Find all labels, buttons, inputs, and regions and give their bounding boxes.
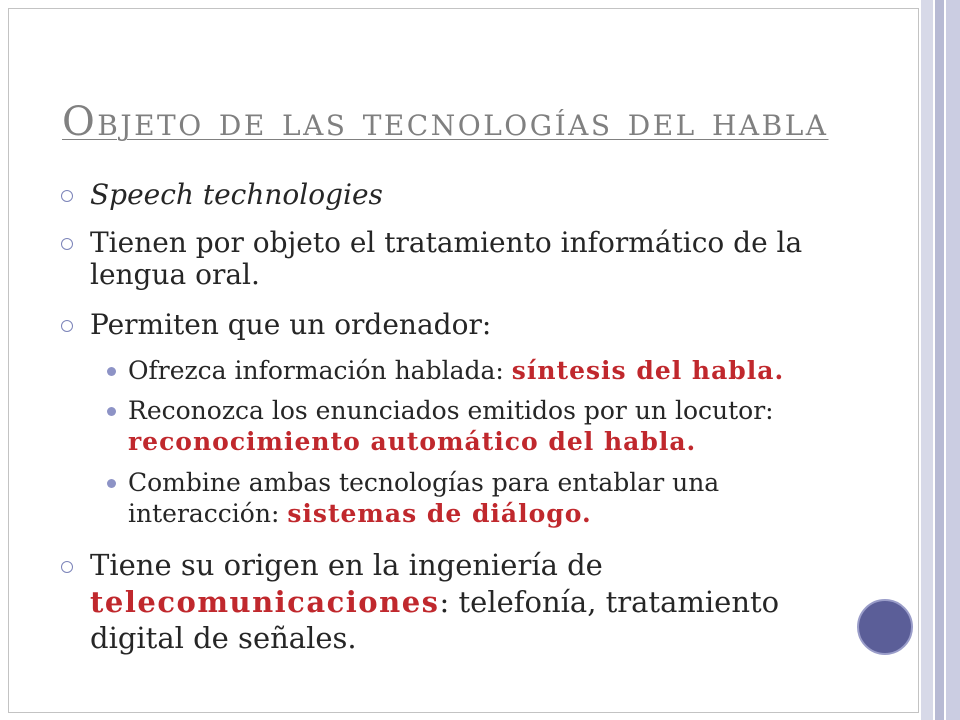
hollow-circle-bullet-icon [61,561,73,573]
highlighted-term: síntesis del habla. [511,356,785,385]
decorative-circle [857,599,913,655]
filled-circle-bullet-icon [107,367,116,376]
filled-circle-bullet-icon [107,407,116,416]
bullet-item [90,309,840,341]
hollow-circle-bullet-icon [61,320,73,332]
bullet-item [90,547,840,657]
bullet-text: Speech technologies [90,178,383,211]
decorative-stripe [935,0,944,720]
decorative-stripe [921,0,933,720]
sub-bullet-text: Combine ambas tecnologías para entablar una interacción: [128,468,720,528]
slide-title: Objeto de las tecnologías del habla [62,99,829,145]
decorative-stripe [946,0,960,720]
bullet-item [90,227,840,291]
sub-bullet-text: Ofrezca información hablada: [128,356,504,385]
sub-bullet-text: Reconozca los enunciados emitidos por un locutor: [128,396,774,425]
bullet-text: Permiten que un ordenador: [90,308,492,341]
highlighted-term: telecomunicaciones [90,584,440,619]
hollow-circle-bullet-icon [61,238,73,250]
bullet-item [90,179,840,211]
bullet-text-continuation: : telefonía, tratamiento digital de señales. [90,584,780,655]
sub-bullet-item [128,467,843,529]
bullet-text: Tiene su origen en la ingeniería de [90,548,603,582]
highlighted-term: sistemas de diálogo. [287,499,592,528]
sub-bullet-item [128,395,843,457]
filled-circle-bullet-icon [107,479,116,488]
bullet-text: Tienen por objeto el tratamiento informático de la lengua oral. [90,226,803,291]
sub-bullet-item [128,355,843,386]
highlighted-term: reconocimiento automático del habla. [128,427,697,456]
hollow-circle-bullet-icon [61,190,73,202]
